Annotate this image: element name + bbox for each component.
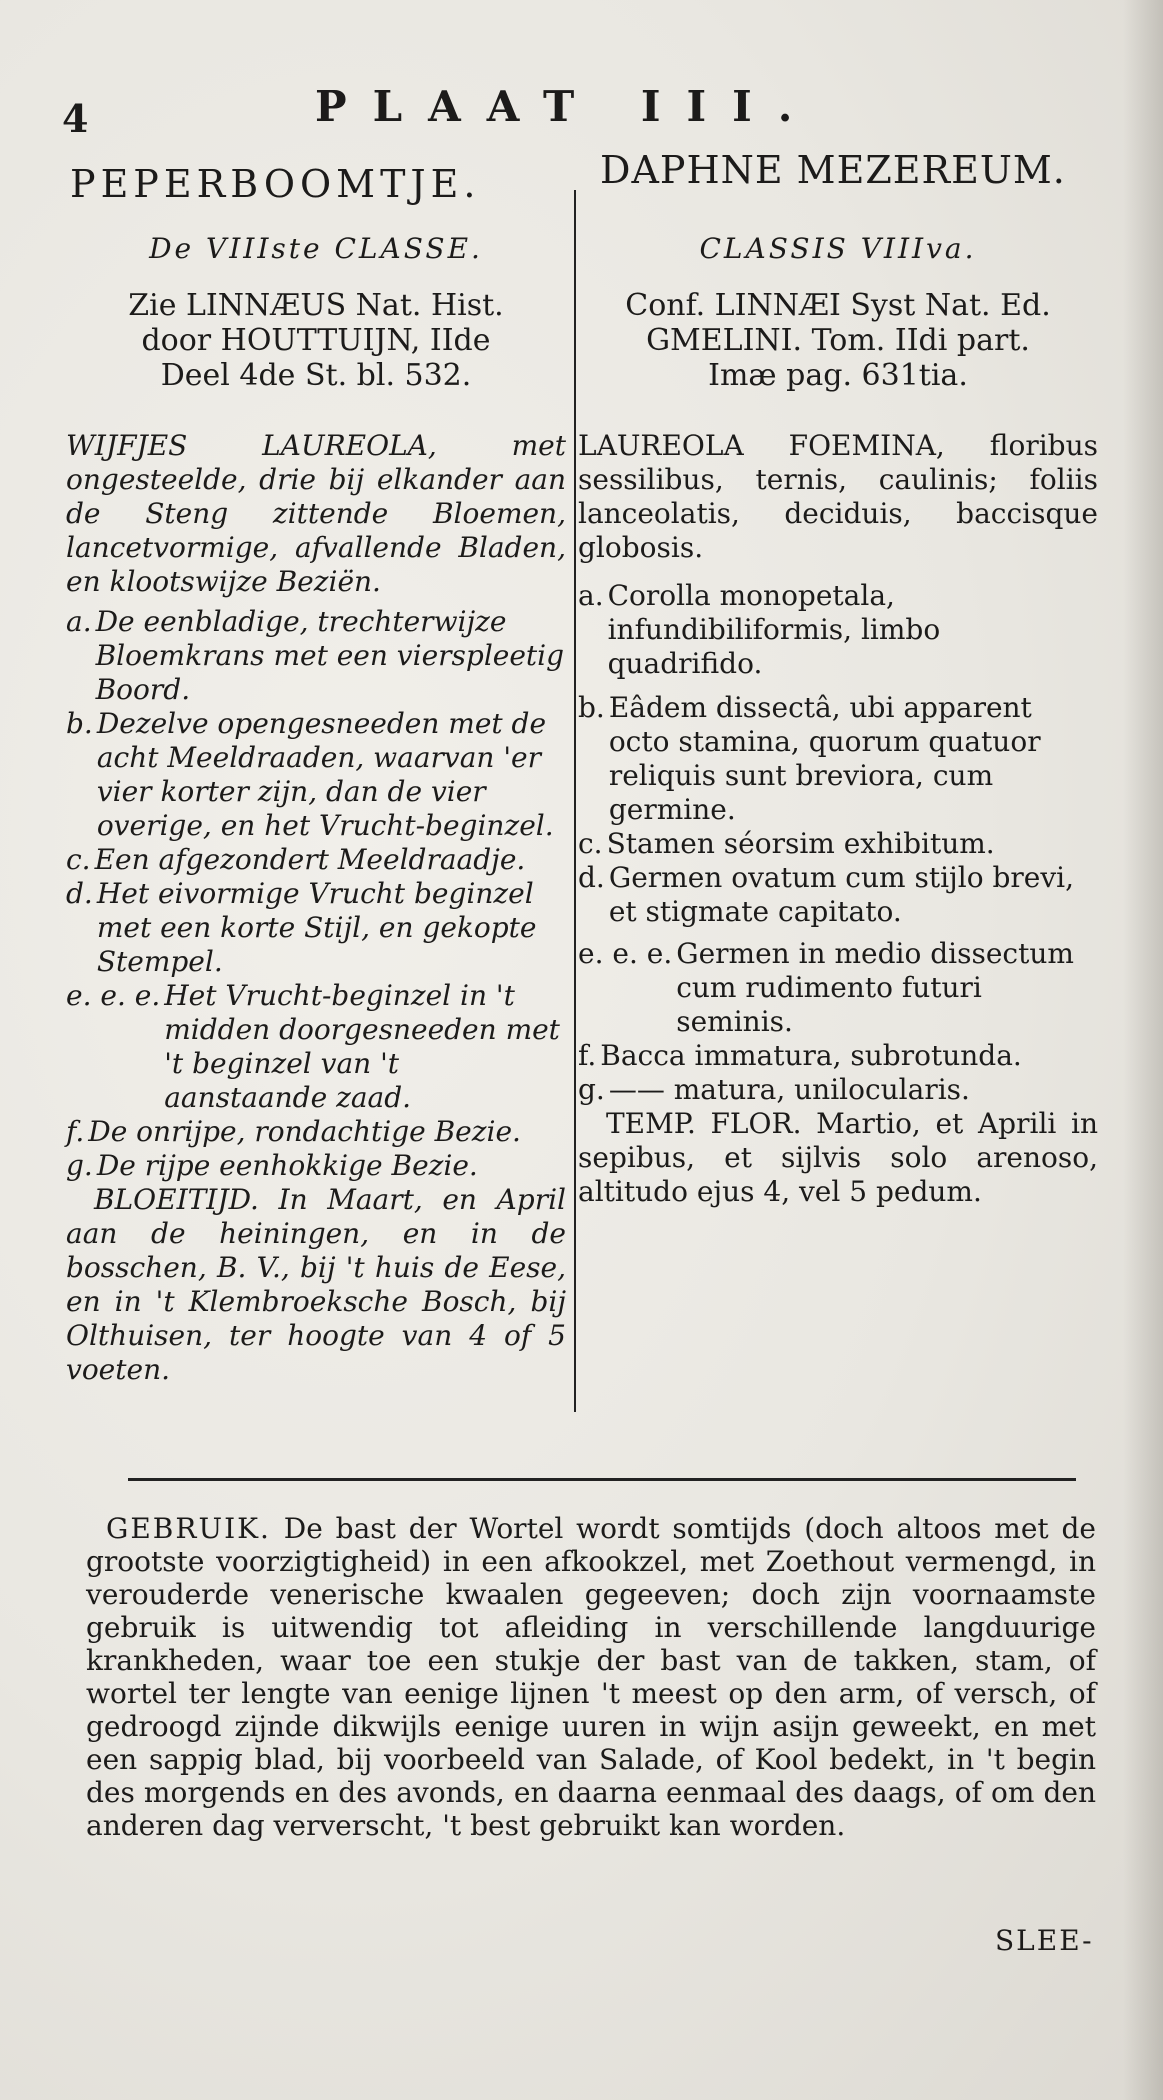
dutch-item (66, 979, 566, 1115)
section-rule (128, 1478, 1076, 1481)
dutch-ref-line: Zie LINNÆUS Nat. Hist. (128, 288, 504, 323)
item-label: e. e. e. (66, 979, 161, 1012)
item-label: b. (578, 691, 605, 724)
item-text: Corolla monopetala, infundibiliformis, limbo quadrifido. (607, 579, 941, 680)
item-text: Germen in medio dissectum cum rudimento futuri seminis. (676, 937, 1074, 1038)
dutch-title: PEPERBOOMTJE. (70, 162, 481, 206)
item-label: a. (66, 605, 92, 638)
item-text: De eenbladige, trechterwijze Bloemkrans met een vierspleetig Boord. (95, 605, 565, 706)
latin-ref-line: Conf. LINNÆI Syst Nat. Ed. (625, 288, 1051, 323)
item-label: f. (578, 1039, 597, 1072)
item-text: Het Vrucht-beginzel in 't midden doorgesneeden met 't beginzel van 't aanstaande zaad. (164, 979, 560, 1114)
latin-item (578, 1073, 1098, 1107)
item-text: —— matura, unilocularis. (608, 1073, 970, 1106)
latin-title: DAPHNE MEZEREUM. (600, 148, 1066, 192)
plate-heading: PLAAT III. (315, 82, 819, 131)
item-label: b. (66, 707, 93, 740)
dutch-item (66, 1149, 566, 1183)
usage-lead: GEBRUIK. (106, 1512, 271, 1545)
catchword: SLEE- (995, 1924, 1094, 1957)
item-label: c. (66, 843, 91, 876)
latin-item (578, 827, 1098, 861)
dutch-class-line: De VIIIste CLASSE. (149, 232, 483, 265)
dutch-item (66, 843, 566, 877)
item-text: De onrijpe, rondachtige Bezie. (88, 1115, 521, 1148)
item-text: Bacca immatura, subrotunda. (600, 1039, 1022, 1072)
dutch-column (66, 232, 566, 1387)
usage-paragraph (86, 1512, 1096, 1842)
column-divider (574, 190, 576, 1412)
latin-class-line: CLASSIS VIIIva. (699, 232, 977, 265)
latin-item (578, 579, 1098, 681)
latin-item (578, 691, 1098, 827)
latin-ref-line: GMELINI. Tom. IIdi part. (646, 323, 1030, 358)
item-label: a. (578, 579, 604, 612)
latin-description: LAUREOLA FOEMINA, floribus sessilibus, ternis, caulinis; foliis lanceolatis, deciduis, baccisque globosis. (578, 429, 1098, 564)
item-label: f. (66, 1115, 85, 1148)
item-label: d. (66, 877, 93, 910)
item-label: c. (578, 827, 603, 860)
dutch-description: WIJFJES LAUREOLA, met ongesteelde, drie bij elkander aan de Steng zittende Bloemen, lancetvormige, afvallende Bladen, en klootswijze Beziën. (66, 429, 566, 598)
page-edge-shadow (1123, 0, 1163, 2100)
latin-ref-line: Imæ pag. 631tia. (708, 358, 968, 393)
dutch-ref-line: Deel 4de St. bl. 532. (160, 358, 472, 393)
latin-item (578, 861, 1098, 929)
item-text: Eâdem dissectâ, ubi apparent octo stamina, quorum quatuor reliquis sunt breviora, cum germine. (608, 691, 1041, 826)
usage-text: De bast der Wortel wordt somtijds (doch altoos met de grootste voorzigtigheid) in een afkookzel, met Zoethout vermengd, in verouderde venerische kwaalen gegeeven; doch zijn voornaamste gebruik is uitwendig tot afleiding in verschillende langduurige krankheden, waar toe een stukje der bast van de takken, stam, of wortel ter lengte van eenige lijnen 't meest op den arm, of versch, of gedroogd zijnde dikwijls eenige uuren in wijn asijn geweekt, en met een sappig blad, bij voorbeeld van Salade, of Kool bedekt, in 't begin des morgends en des avonds, en daarna eenmaal des daags, of om den anderen dag ververscht, 't best gebruikt kan worden. (86, 1512, 1096, 1842)
latin-item (578, 937, 1098, 1039)
item-text: Het eivormige Vrucht beginzel met een korte Stijl, en gekopte Stempel. (96, 877, 537, 978)
item-text: Germen ovatum cum stijlo brevi, et stigmate capitato. (608, 861, 1074, 928)
item-text: Een afgezondert Meeldraadje. (94, 843, 526, 876)
latin-item (578, 1039, 1098, 1073)
item-label: e. e. e. (578, 937, 673, 970)
page-number: 4 (62, 96, 89, 141)
latin-bloom-time: TEMP. FLOR. Martio, et Aprili in sepibus, et sijlvis solo arenoso, altitudo ejus 4, vel 5 pedum. (578, 1107, 1098, 1208)
item-label: d. (578, 861, 605, 894)
latin-column (578, 232, 1098, 1209)
dutch-item (66, 707, 566, 843)
dutch-reference (66, 288, 566, 393)
item-label: g. (578, 1073, 605, 1106)
latin-reference (578, 288, 1098, 393)
item-label: g. (66, 1149, 93, 1182)
item-text: Stamen séorsim exhibitum. (606, 827, 995, 860)
dutch-item (66, 877, 566, 979)
dutch-item (66, 1115, 566, 1149)
dutch-item (66, 605, 566, 707)
item-text: Dezelve opengesneeden met de acht Meeldraaden, waarvan 'er vier korter zijn, dan de vier overige, en het Vrucht-beginzel. (96, 707, 554, 842)
dutch-ref-line: door HOUTTUIJN, IIde (141, 323, 491, 358)
item-text: De rijpe eenhokkige Bezie. (96, 1149, 478, 1182)
dutch-bloom-time: BLOEITIJD. In Maart, en April aan de heiningen, en in de bosschen, B. V., bij 't huis de Eese, en in 't Klembroeksche Bosch, bij Olthuisen, ter hoogte van 4 of 5 voeten. (66, 1183, 566, 1386)
